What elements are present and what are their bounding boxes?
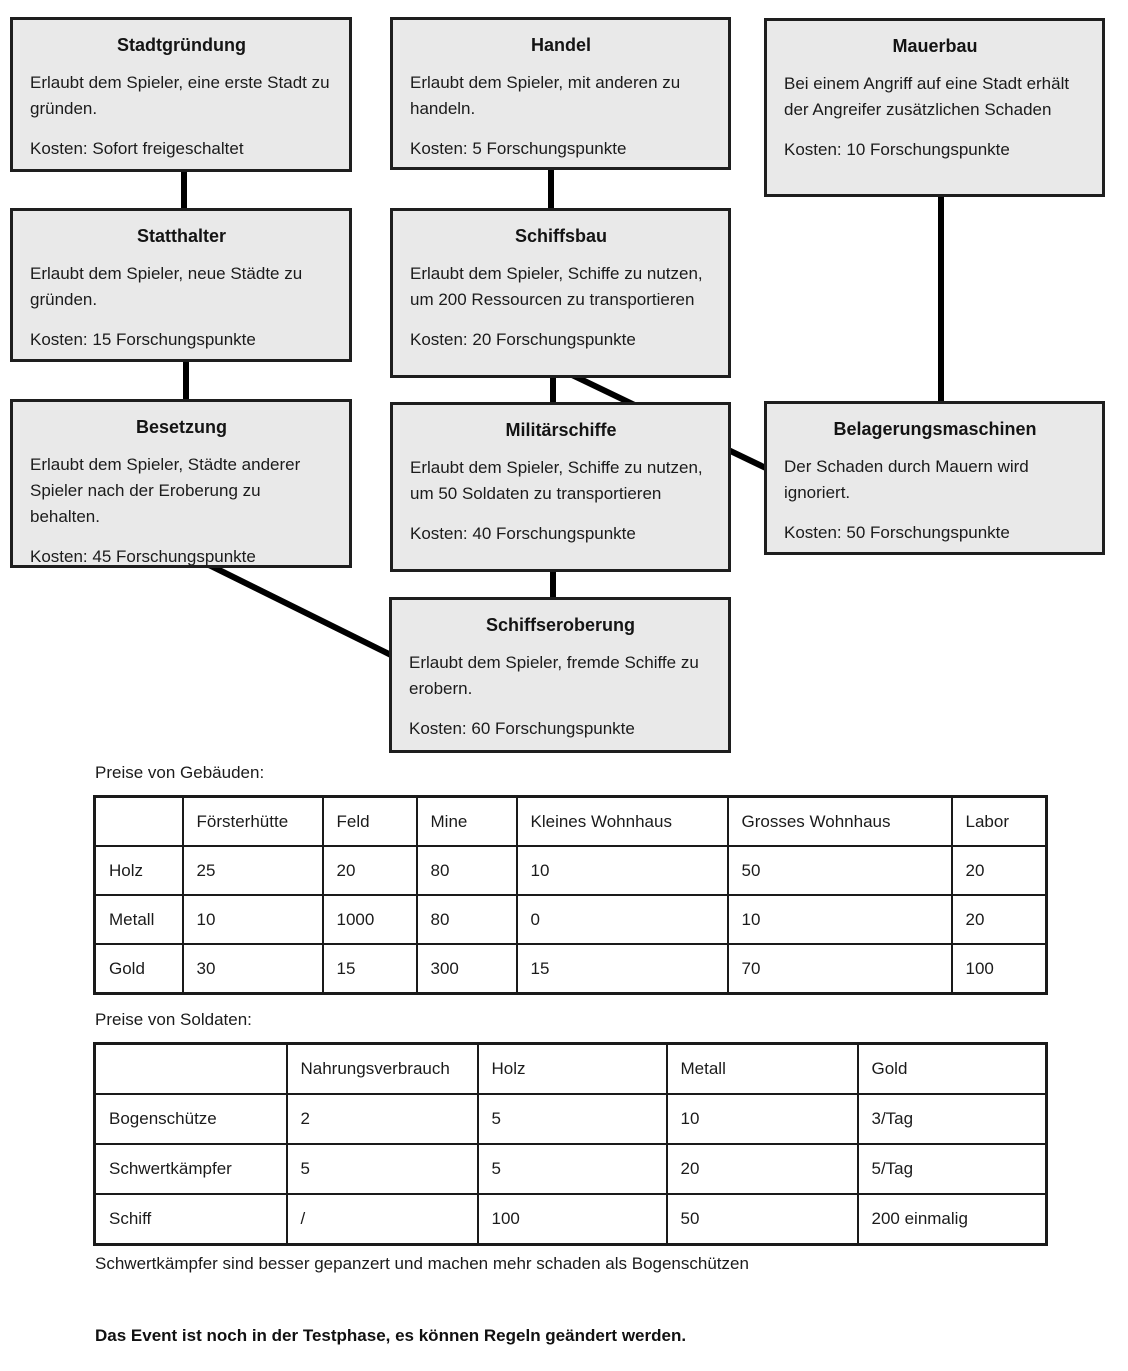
row-header: Holz: [95, 846, 183, 895]
column-header: [95, 1044, 287, 1095]
column-header: [95, 797, 183, 847]
table-cell: 25: [183, 846, 323, 895]
table-cell: 1000: [323, 895, 417, 944]
tech-node-cost: Kosten: 10 Forschungspunkte: [784, 140, 1010, 159]
tech-node-cost: Kosten: 5 Forschungspunkte: [410, 139, 627, 158]
row-header: Schwertkämpfer: [95, 1144, 287, 1194]
connector-besetzung-schiffseroberung: [205, 563, 395, 657]
row-header: Schiff: [95, 1194, 287, 1245]
tech-node-schiffseroberung: [389, 597, 731, 753]
tech-node-schiffsbau: [390, 208, 731, 378]
tech-node-cost: Kosten: 50 Forschungspunkte: [784, 523, 1010, 542]
tech-node-description: Erlaubt dem Spieler, neue Städte zu gründen.: [30, 264, 303, 309]
table-cell: 0: [517, 895, 728, 944]
tech-node-cost: Kosten: 20 Forschungspunkte: [410, 330, 636, 349]
tech-node-title: Schiffsbau: [514, 226, 607, 246]
buildings-table-heading: Preise von Gebäuden:: [95, 763, 265, 782]
table-header-row: [95, 797, 1047, 847]
table-cell: 100: [478, 1194, 667, 1245]
tech-node-besetzung: [10, 399, 352, 568]
table-cell: 15: [517, 944, 728, 994]
table-header-row: [95, 1044, 1047, 1095]
table-cell: 200 einmalig: [858, 1194, 1047, 1245]
column-header: Mine: [417, 797, 517, 847]
tech-node-mauerbau: [764, 18, 1105, 197]
tech-node-cost: Kosten: 60 Forschungspunkte: [409, 719, 635, 738]
tech-node-description: Erlaubt dem Spieler, eine erste Stadt zu gründen.: [30, 73, 330, 118]
column-header: Metall: [667, 1044, 858, 1095]
tech-node-description: Erlaubt dem Spieler, Schiffe zu nutzen, um 200 Ressourcen zu transportieren: [410, 264, 703, 309]
tech-node-cost: Kosten: Sofort freigeschaltet: [30, 139, 244, 158]
tech-node-description: Bei einem Angriff auf eine Stadt erhält der Angreifer zusätzlichen Schaden: [784, 74, 1070, 119]
table-cell: 20: [952, 895, 1047, 944]
table-cell: 80: [417, 846, 517, 895]
table-cell: 30: [183, 944, 323, 994]
table-cell: 80: [417, 895, 517, 944]
table-cell: 20: [323, 846, 417, 895]
table-cell: 20: [952, 846, 1047, 895]
tech-node-title: Mauerbau: [892, 36, 978, 56]
table-row: [95, 846, 1047, 895]
tech-node-title: Handel: [530, 35, 591, 55]
tech-node-statthalter: [10, 208, 352, 362]
row-header: Bogenschütze: [95, 1094, 287, 1144]
soldiers-comparison-note: Schwertkämpfer sind besser gepanzert und machen mehr schaden als Bogenschützen: [95, 1254, 749, 1273]
tech-node-description: Erlaubt dem Spieler, mit anderen zu handeln.: [410, 73, 681, 118]
table-row: [95, 1094, 1047, 1144]
tech-node-cost: Kosten: 15 Forschungspunkte: [30, 330, 256, 349]
tech-node-belagerungsmaschinen: [764, 401, 1105, 555]
tech-node-cost: Kosten: 40 Forschungspunkte: [410, 524, 636, 543]
tech-node-militaerschiffe: [390, 402, 731, 572]
table-row: [95, 895, 1047, 944]
column-header: Labor: [952, 797, 1047, 847]
column-header: Nahrungsverbrauch: [287, 1044, 478, 1095]
table-cell: 10: [517, 846, 728, 895]
buildings-price-table: [93, 795, 1048, 995]
tech-node-title: Belagerungsmaschinen: [833, 419, 1037, 439]
tech-node-title: Schiffseroberung: [485, 615, 636, 635]
tech-node-description: Erlaubt dem Spieler, Städte anderer Spieler nach der Eroberung zu behalten.: [30, 455, 301, 526]
table-cell: 5: [478, 1094, 667, 1144]
tech-node-title: Besetzung: [135, 417, 227, 437]
tech-node-handel: [390, 17, 731, 170]
table-cell: 50: [667, 1194, 858, 1245]
row-header: Metall: [95, 895, 183, 944]
column-header: Kleines Wohnhaus: [517, 797, 728, 847]
tech-node-title: Statthalter: [136, 226, 226, 246]
row-header: Gold: [95, 944, 183, 994]
tech-node-title: Stadtgründung: [117, 35, 246, 55]
table-cell: 5/Tag: [858, 1144, 1047, 1194]
table-cell: 10: [667, 1094, 858, 1144]
soldiers-table-heading: Preise von Soldaten:: [95, 1010, 252, 1029]
table-row: [95, 944, 1047, 994]
table-cell: 20: [667, 1144, 858, 1194]
table-row: [95, 1144, 1047, 1194]
column-header: Holz: [478, 1044, 667, 1095]
column-header: Grosses Wohnhaus: [728, 797, 952, 847]
table-cell: 15: [323, 944, 417, 994]
table-cell: 70: [728, 944, 952, 994]
tech-node-stadtgruendung: [10, 17, 352, 172]
tech-node-description: Erlaubt dem Spieler, fremde Schiffe zu erobern.: [409, 653, 699, 698]
table-cell: 10: [183, 895, 323, 944]
table-cell: 3/Tag: [858, 1094, 1047, 1144]
tech-node-description: Der Schaden durch Mauern wird ignoriert.: [784, 457, 1029, 502]
table-cell: 10: [728, 895, 952, 944]
table-cell: /: [287, 1194, 478, 1245]
tech-node-cost: Kosten: 45 Forschungspunkte: [30, 547, 256, 566]
tech-node-title: Militärschiffe: [505, 420, 617, 440]
table-cell: 2: [287, 1094, 478, 1144]
column-header: Gold: [858, 1044, 1047, 1095]
table-cell: 100: [952, 944, 1047, 994]
table-cell: 5: [478, 1144, 667, 1194]
table-row: [95, 1194, 1047, 1245]
testphase-notice: Das Event ist noch in der Testphase, es können Regeln geändert werden.: [95, 1326, 687, 1345]
table-cell: 300: [417, 944, 517, 994]
table-cell: 5: [287, 1144, 478, 1194]
soldiers-price-table: [93, 1042, 1048, 1246]
table-cell: 50: [728, 846, 952, 895]
column-header: Försterhütte: [183, 797, 323, 847]
tech-node-description: Erlaubt dem Spieler, Schiffe zu nutzen, um 50 Soldaten zu transportieren: [410, 458, 703, 503]
column-header: Feld: [323, 797, 417, 847]
